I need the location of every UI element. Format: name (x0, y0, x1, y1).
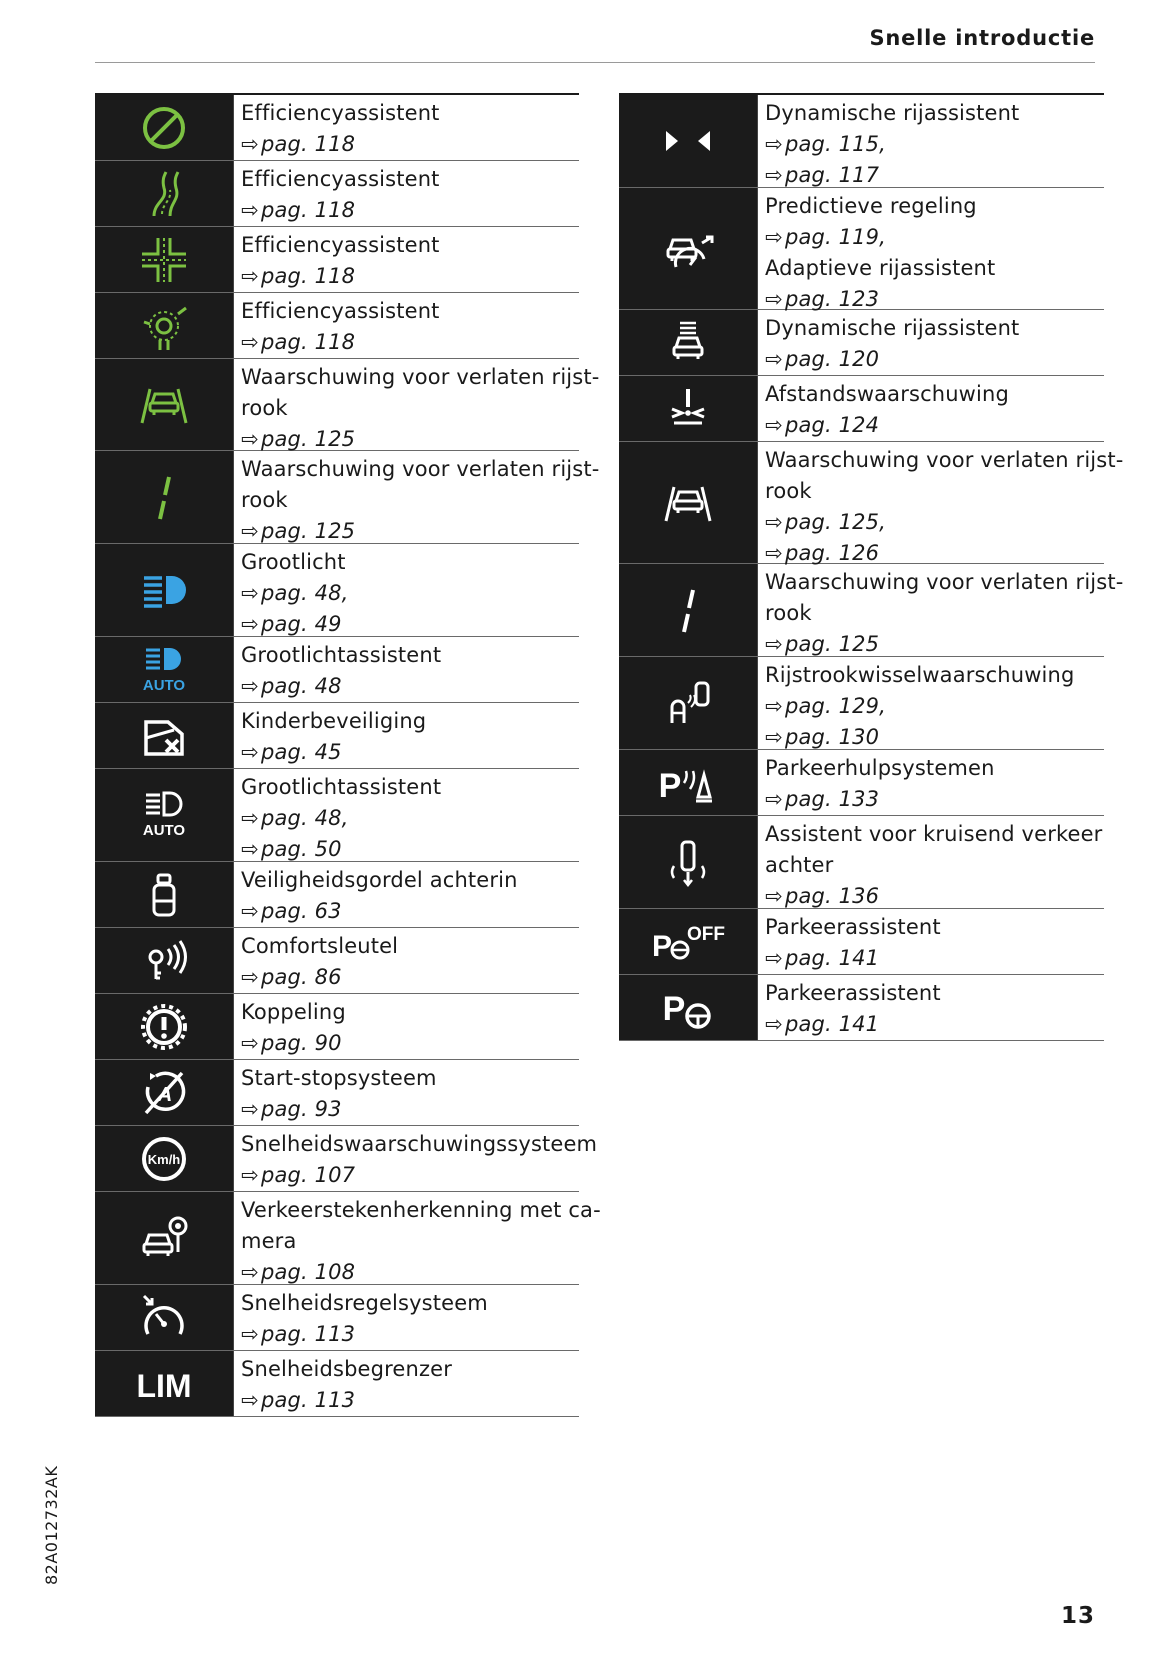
indicator-label: Parkeerhulpsystemen (765, 756, 995, 780)
page-reference-link[interactable] (765, 222, 1104, 253)
intersection-icon (95, 227, 234, 292)
comfort-key-icon (95, 928, 234, 993)
indicator-row (619, 975, 1104, 1041)
page-reference[interactable]: pag. 125 (261, 519, 356, 543)
indicator-row (95, 703, 579, 769)
page-reference-link[interactable] (241, 803, 579, 834)
indicator-label: Veiligheidsgordel achterin (241, 868, 518, 892)
page-reference-link[interactable] (241, 1319, 579, 1350)
page-reference-link[interactable] (765, 943, 1104, 974)
reference-arrow-icon: ⇨ (241, 740, 259, 764)
page-reference-link[interactable] (241, 1385, 579, 1416)
indicator-description (234, 1126, 597, 1191)
indicator-label: Efficiencyassistent (241, 101, 440, 125)
indicator-row (95, 544, 579, 637)
header-divider (95, 62, 1095, 63)
cruise-control-icon (95, 1285, 234, 1350)
indicator-description (234, 769, 579, 861)
indicator-description (234, 359, 599, 450)
page-reference-link[interactable] (241, 609, 579, 640)
reference-arrow-icon: ⇨ (765, 347, 783, 371)
parking-aid-icon (619, 750, 758, 815)
indicator-description (234, 1060, 579, 1125)
right-indicator-table (619, 93, 1124, 1041)
page-reference[interactable]: pag. 118 (261, 264, 356, 288)
page-reference[interactable]: pag. 129, (785, 694, 886, 718)
indicator-label: Grootlicht (241, 550, 346, 574)
lane-departure-white-icon (619, 442, 758, 563)
page-reference[interactable]: pag. 63 (261, 899, 342, 923)
page-reference-link[interactable] (765, 344, 1104, 375)
indicator-description (234, 703, 579, 768)
svg-text:P: P (651, 929, 673, 963)
page-reference[interactable]: pag. 118 (261, 132, 356, 156)
indicator-row (95, 161, 579, 227)
indicator-row (95, 1285, 579, 1351)
indicator-row (619, 657, 1104, 750)
speed-limiter-icon (95, 1351, 234, 1416)
reference-arrow-icon: ⇨ (765, 225, 783, 249)
page-reference[interactable]: pag. 48, (261, 581, 349, 605)
page-reference[interactable]: pag. 49 (261, 612, 342, 636)
indicator-label: Dynamische rijassistent (765, 101, 1020, 125)
indicator-label: Comfortsleutel (241, 934, 399, 958)
indicator-description (758, 310, 1104, 375)
reference-arrow-icon: ⇨ (241, 965, 259, 989)
reference-arrow-icon: ⇨ (241, 674, 259, 698)
indicator-label: rook (765, 601, 812, 625)
indicator-row (95, 928, 579, 994)
page-reference[interactable]: pag. 136 (785, 884, 880, 908)
document-code: 82A012732AK (42, 1465, 61, 1585)
svg-text:LIM: LIM (136, 1367, 192, 1404)
indicator-description (234, 1192, 601, 1284)
indicator-label: achter (765, 853, 834, 877)
page-reference-link[interactable] (765, 629, 1123, 660)
indicator-description (234, 451, 599, 543)
indicator-label: Verkeerstekenherkenning met ca- (241, 1198, 601, 1222)
page-reference[interactable]: pag. 123 (785, 287, 880, 311)
reference-arrow-icon: ⇨ (241, 198, 259, 222)
reference-arrow-icon: ⇨ (241, 1388, 259, 1412)
page-reference-link[interactable] (241, 962, 579, 993)
indicator-row (619, 564, 1124, 657)
indicator-label: Parkeerassistent (765, 915, 941, 939)
indicator-row (95, 1351, 579, 1417)
svg-text:P: P (662, 989, 686, 1028)
indicator-row (95, 293, 579, 359)
indicator-row (95, 227, 579, 293)
indicator-label: Grootlichtassistent (241, 775, 442, 799)
left-indicator-table (95, 93, 601, 1417)
indicator-row (619, 816, 1104, 909)
indicator-label: Efficiencyassistent (241, 299, 440, 323)
indicator-label: Parkeerassistent (765, 981, 941, 1005)
page-reference[interactable]: pag. 113 (261, 1322, 356, 1346)
reference-arrow-icon: ⇨ (765, 694, 783, 718)
indicator-label: rook (765, 479, 812, 503)
page-reference-link[interactable] (241, 261, 579, 292)
indicator-label: Grootlichtassistent (241, 643, 442, 667)
page-reference[interactable]: pag. 125, (785, 510, 886, 534)
indicator-description (758, 750, 1104, 815)
traffic-sign-camera-icon (95, 1192, 234, 1284)
page-header-title: Snelle introductie (869, 26, 1095, 50)
reference-arrow-icon: ⇨ (241, 899, 259, 923)
park-assist-icon (619, 975, 758, 1040)
page-reference-link[interactable] (241, 327, 579, 358)
indicator-row (619, 750, 1104, 816)
lane-departure-green-icon (95, 359, 234, 450)
page-reference-link[interactable] (241, 896, 579, 927)
indicator-label: Kinderbeveiliging (241, 709, 427, 733)
page-reference[interactable]: pag. 125 (261, 427, 356, 451)
indicator-row (95, 1192, 601, 1285)
indicator-row (95, 95, 579, 161)
page-reference[interactable]: pag. 117 (785, 163, 880, 187)
predictive-control-icon (619, 188, 758, 309)
indicator-description (758, 975, 1104, 1040)
rear-cross-traffic-icon (619, 816, 758, 908)
page-reference[interactable]: pag. 45 (261, 740, 342, 764)
indicator-label: Waarschuwing voor verlaten rijst- (765, 448, 1124, 472)
reference-arrow-icon: ⇨ (765, 541, 783, 565)
page-reference-link[interactable] (241, 516, 599, 547)
reference-arrow-icon: ⇨ (241, 1322, 259, 1346)
page-reference-link[interactable] (241, 671, 579, 702)
svg-text:OFF: OFF (687, 923, 725, 945)
indicator-description (234, 1351, 579, 1416)
lane-line-green-icon (95, 451, 234, 543)
reference-arrow-icon: ⇨ (765, 163, 783, 187)
reference-arrow-icon: ⇨ (765, 725, 783, 749)
page-reference[interactable]: pag. 126 (785, 541, 880, 565)
page-reference-link[interactable] (241, 1094, 579, 1125)
lane-line-white-icon (619, 564, 758, 656)
indicator-row (619, 376, 1104, 442)
page-reference[interactable]: pag. 130 (785, 725, 880, 749)
page-reference-link[interactable] (765, 129, 1104, 160)
clutch-warning-icon (95, 994, 234, 1059)
reference-arrow-icon: ⇨ (765, 946, 783, 970)
reference-arrow-icon: ⇨ (241, 1031, 259, 1055)
indicator-label: rook (241, 488, 288, 512)
reference-arrow-icon: ⇨ (241, 1260, 259, 1284)
indicator-label: Waarschuwing voor verlaten rijst- (241, 365, 600, 389)
indicator-row (95, 1060, 579, 1126)
indicator-row (619, 95, 1104, 188)
page-reference[interactable]: pag. 133 (785, 787, 880, 811)
indicator-label: Adaptieve rijassistent (765, 256, 996, 280)
indicator-label: Efficiencyassistent (241, 167, 440, 191)
indicator-label: rook (241, 396, 288, 420)
indicator-description (758, 657, 1104, 749)
indicator-row (95, 1126, 598, 1192)
svg-text:AUTO: AUTO (142, 676, 186, 694)
reference-arrow-icon: ⇨ (241, 806, 259, 830)
dynamic-assist-car-icon (619, 310, 758, 375)
indicator-row (95, 862, 579, 928)
reference-arrow-icon: ⇨ (241, 264, 259, 288)
indicator-label: Afstandswaarschuwing (765, 382, 1009, 406)
indicator-label: Dynamische rijassistent (765, 316, 1020, 340)
page-reference[interactable]: pag. 115, (785, 132, 886, 156)
page-reference[interactable]: pag. 118 (261, 198, 356, 222)
page-number: 13 (1060, 1603, 1095, 1629)
page-reference[interactable]: pag. 141 (785, 1012, 880, 1036)
page-reference-link[interactable] (241, 1028, 579, 1059)
page-reference[interactable]: pag. 86 (261, 965, 342, 989)
page-reference[interactable]: pag. 107 (261, 1163, 356, 1187)
svg-text:P: P (658, 766, 682, 805)
indicator-label: Snelheidswaarschuwingssysteem (241, 1132, 598, 1156)
page-reference-link[interactable] (765, 722, 1104, 753)
roundabout-icon (95, 293, 234, 358)
indicator-description (234, 161, 579, 226)
reference-arrow-icon: ⇨ (765, 632, 783, 656)
indicator-label: Waarschuwing voor verlaten rijst- (765, 570, 1124, 594)
indicator-description (234, 928, 579, 993)
winding-road-icon (95, 161, 234, 226)
page-reference[interactable]: pag. 93 (261, 1097, 342, 1121)
indicator-label: Efficiencyassistent (241, 233, 440, 257)
svg-text:Km/h: Km/h (147, 1151, 181, 1167)
distance-warning-icon (619, 376, 758, 441)
reference-arrow-icon: ⇨ (241, 330, 259, 354)
indicator-label: mera (241, 1229, 297, 1253)
page-reference[interactable]: pag. 113 (261, 1388, 356, 1412)
page-reference-link[interactable] (765, 507, 1123, 538)
indicator-description (234, 227, 579, 292)
high-beam-icon (95, 544, 234, 636)
reference-arrow-icon: ⇨ (241, 837, 259, 861)
page-reference[interactable]: pag. 48, (261, 806, 349, 830)
indicator-description (758, 376, 1104, 441)
page-reference[interactable]: pag. 50 (261, 837, 342, 861)
indicator-label: Waarschuwing voor verlaten rijst- (241, 457, 600, 481)
indicator-row (95, 769, 579, 862)
page-reference[interactable]: pag. 108 (261, 1260, 356, 1284)
indicator-row (95, 994, 579, 1060)
reference-arrow-icon: ⇨ (241, 1163, 259, 1187)
efficiency-prohibited-icon (95, 95, 234, 160)
indicator-label: Snelheidsbegrenzer (241, 1357, 452, 1381)
page-reference-link[interactable] (241, 1257, 601, 1288)
indicator-description (234, 293, 579, 358)
svg-text:AUTO: AUTO (142, 822, 186, 839)
page-reference-link[interactable] (765, 881, 1104, 912)
page-reference[interactable]: pag. 141 (785, 946, 880, 970)
indicator-label: Predictieve regeling (765, 194, 977, 218)
reference-arrow-icon: ⇨ (241, 427, 259, 451)
page-reference-link[interactable] (241, 834, 579, 865)
indicator-description (234, 637, 579, 702)
indicator-row (95, 359, 600, 451)
page-reference[interactable]: pag. 48 (261, 674, 342, 698)
high-beam-auto-white-icon (95, 769, 234, 861)
reference-arrow-icon: ⇨ (241, 519, 259, 543)
high-beam-auto-blue-icon (95, 637, 234, 702)
indicator-label: Start-stopsysteem (241, 1066, 437, 1090)
reference-arrow-icon: ⇨ (241, 612, 259, 636)
speed-warning-icon (95, 1126, 234, 1191)
page-reference[interactable]: pag. 118 (261, 330, 356, 354)
page-reference-link[interactable] (765, 410, 1104, 441)
child-lock-icon (95, 703, 234, 768)
reference-arrow-icon: ⇨ (765, 1012, 783, 1036)
reference-arrow-icon: ⇨ (241, 1097, 259, 1121)
indicator-description (234, 1285, 579, 1350)
indicator-description (234, 862, 579, 927)
lane-change-warning-icon (619, 657, 758, 749)
page-reference-link[interactable] (241, 1160, 597, 1191)
page-reference-link[interactable] (765, 160, 1104, 191)
indicator-description (234, 95, 579, 160)
reference-arrow-icon: ⇨ (765, 287, 783, 311)
page-reference-link[interactable] (765, 784, 1104, 815)
reference-arrow-icon: ⇨ (765, 787, 783, 811)
indicator-description (234, 544, 579, 636)
park-assist-off-icon (619, 909, 758, 974)
page-reference[interactable]: pag. 90 (261, 1031, 342, 1055)
page-reference[interactable]: pag. 124 (785, 413, 880, 437)
reference-arrow-icon: ⇨ (765, 884, 783, 908)
indicator-description (758, 442, 1123, 563)
indicator-description (758, 816, 1104, 908)
reference-arrow-icon: ⇨ (241, 581, 259, 605)
reference-arrow-icon: ⇨ (765, 510, 783, 534)
page-reference[interactable]: pag. 119, (785, 225, 886, 249)
indicator-description (758, 909, 1104, 974)
page-reference-link[interactable] (765, 1009, 1104, 1040)
triangles-icon (619, 95, 758, 187)
page-reference[interactable]: pag. 125 (785, 632, 880, 656)
reference-arrow-icon: ⇨ (765, 132, 783, 156)
indicator-label: Assistent voor kruisend verkeer (765, 822, 1103, 846)
indicator-row (619, 188, 1104, 310)
reference-arrow-icon: ⇨ (241, 132, 259, 156)
rear-seatbelt-icon (95, 862, 234, 927)
indicator-row (95, 451, 600, 544)
start-stop-icon (95, 1060, 234, 1125)
indicator-description (234, 994, 579, 1059)
page-reference-link[interactable] (241, 129, 579, 160)
svg-text:A: A (157, 1083, 173, 1106)
indicator-label: Koppeling (241, 1000, 346, 1024)
page-reference[interactable]: pag. 120 (785, 347, 880, 371)
page-reference-link[interactable] (241, 578, 579, 609)
indicator-row (619, 310, 1104, 376)
indicator-row (619, 909, 1104, 975)
indicator-label: Snelheidsregelsysteem (241, 1291, 488, 1315)
reference-arrow-icon: ⇨ (765, 413, 783, 437)
indicator-description (758, 188, 1104, 309)
indicator-row (95, 637, 579, 703)
page-reference-link[interactable] (241, 195, 579, 226)
page-reference-link[interactable] (765, 691, 1104, 722)
indicator-description (758, 95, 1104, 187)
page-reference-link[interactable] (241, 737, 579, 768)
indicator-label: Rijstrookwisselwaarschuwing (765, 663, 1075, 687)
indicator-description (758, 564, 1123, 656)
indicator-row (619, 442, 1124, 565)
